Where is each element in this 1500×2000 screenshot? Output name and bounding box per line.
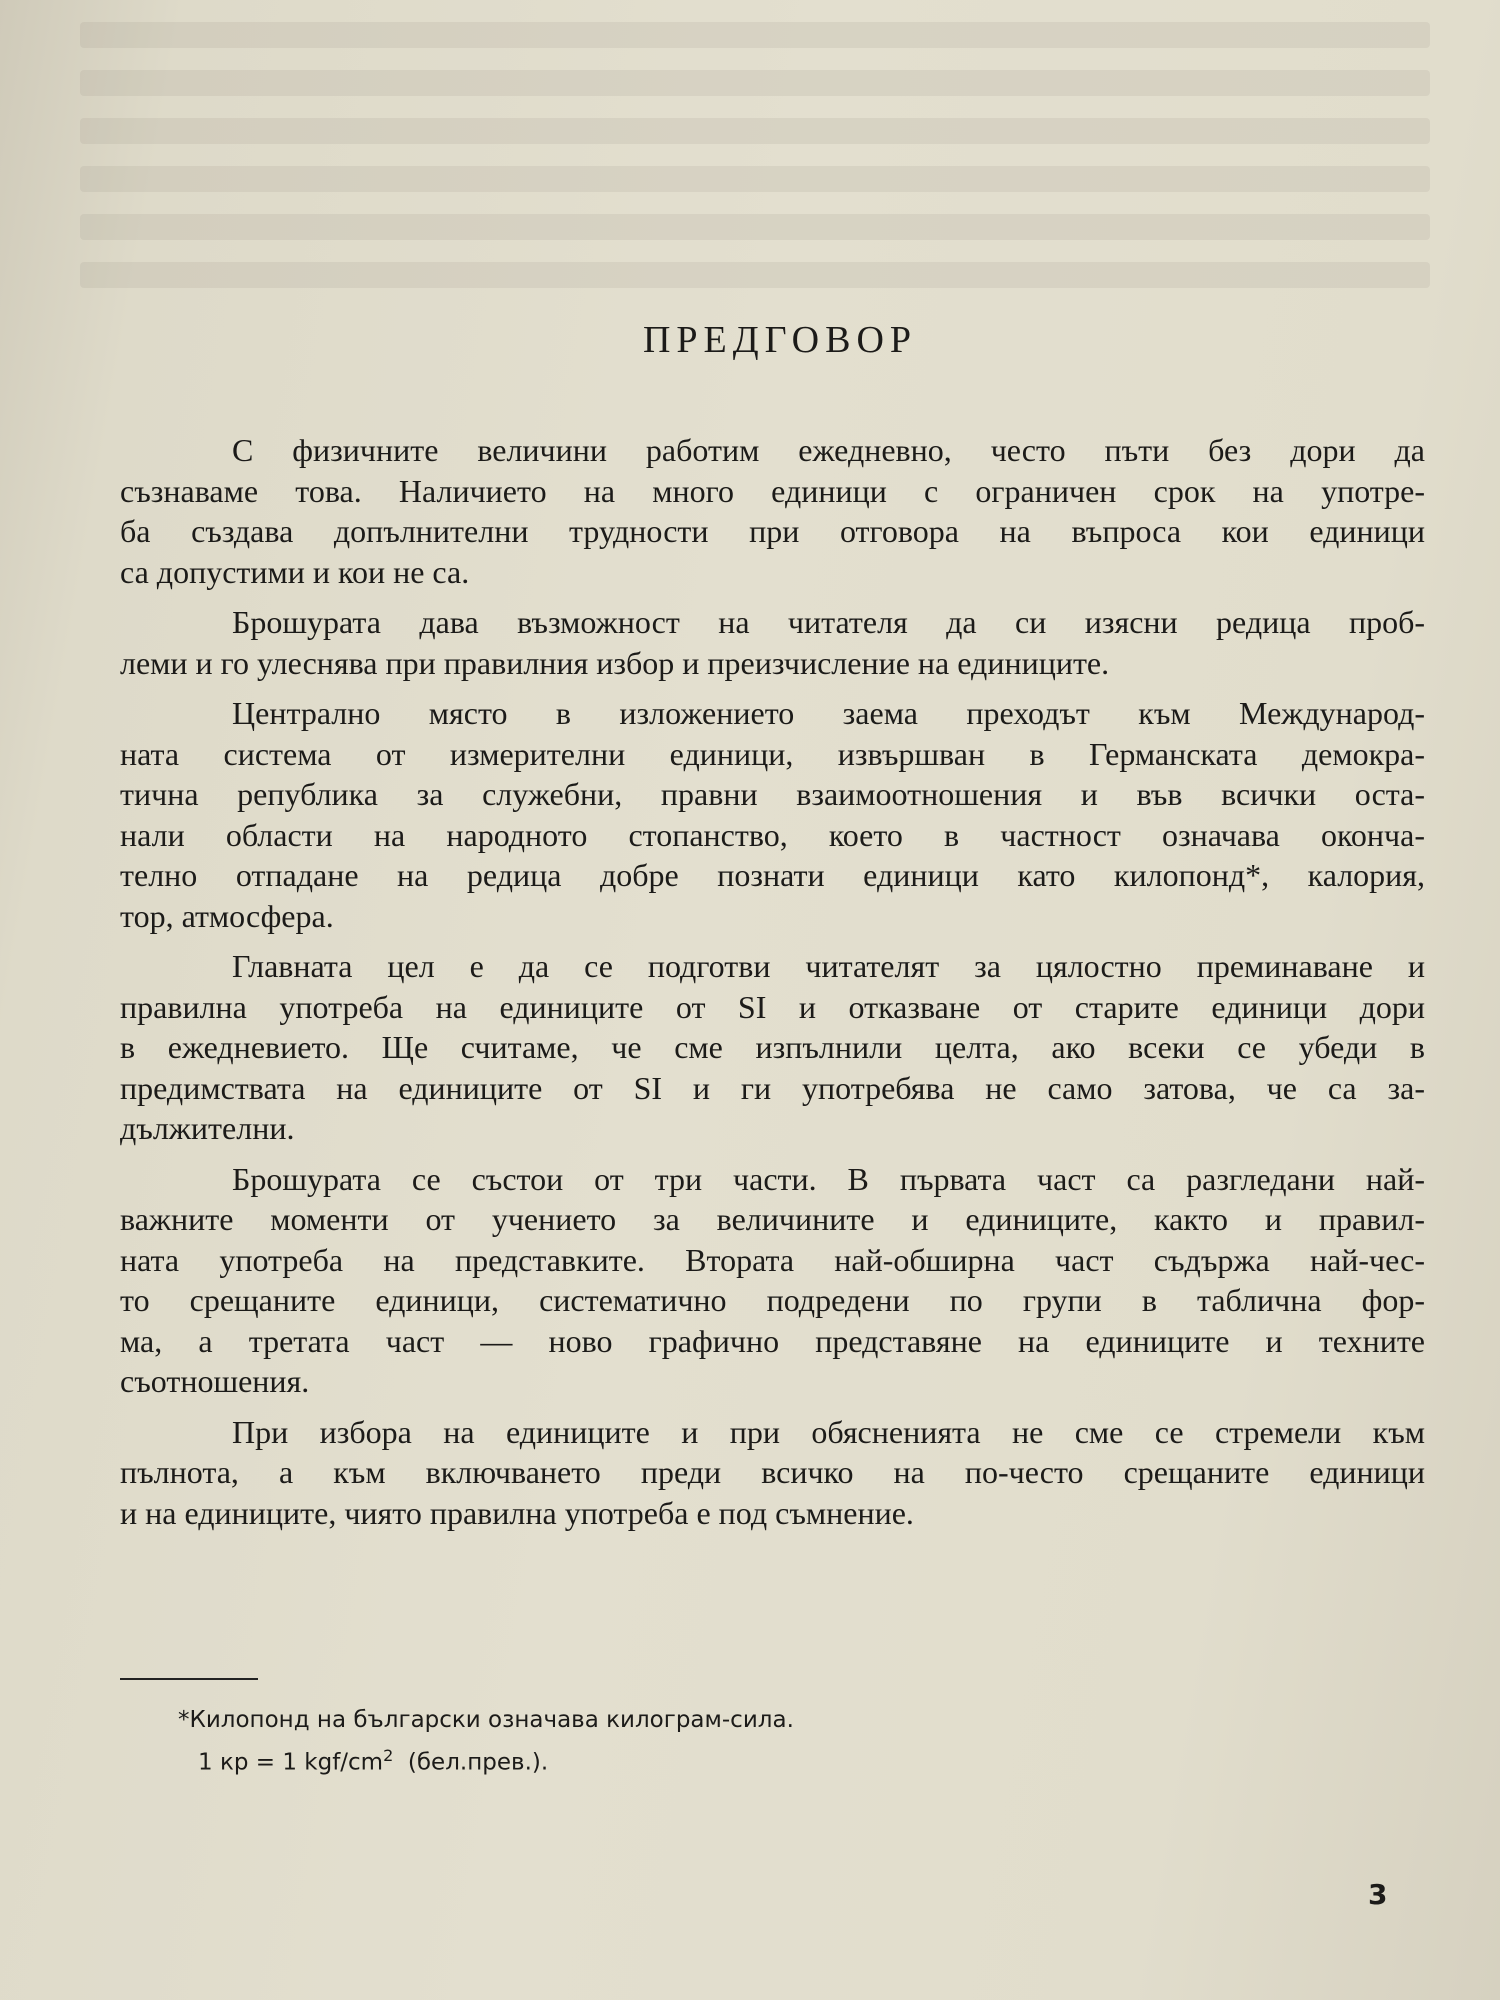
text-line: съотношения.: [120, 1363, 310, 1399]
text-line: телно отпадане на редица добре познати единици като килопонд*, калория,: [120, 857, 1425, 893]
text-line: Брошурата дава възможност на читателя да си изясни редица проб-: [232, 604, 1425, 640]
bleed-through-text: [80, 70, 1430, 96]
paragraph: [120, 602, 1425, 683]
footnote-line: [178, 1702, 794, 1738]
bleed-through-text: [80, 22, 1430, 48]
text-line: съзнаваме това. Наличието на много единици с ограничен срок на употре-: [120, 472, 1425, 509]
bleed-through-text: [80, 118, 1430, 144]
bleed-through-text: [80, 166, 1430, 192]
text-line: С физичните величини работим ежедневно, често пъти без дори да: [232, 432, 1425, 468]
footnote-divider: [120, 1678, 258, 1680]
text-line: Централно място в изложението заема преходът към Международ-: [232, 695, 1425, 731]
text-line: ната употреба на представките. Втората най-обширна част съдържа най-чес-: [120, 1241, 1425, 1278]
text-line: предимствата на единиците от SI и ги употребява не само затова, че са за-: [120, 1069, 1425, 1106]
text-line: пълнота, а към включването преди всичко на по-често срещаните единици: [120, 1454, 1425, 1490]
text-line: Главната цел е да се подготви читателят за цялостно преминаване и: [232, 948, 1425, 984]
bleed-through-text: [80, 262, 1430, 288]
text-line: нали области на народното стопанство, което в частност означава оконча-: [120, 816, 1425, 853]
footnote-text: Килопонд на български означава килограм-сила.: [189, 1707, 794, 1733]
text-line: Брошурата се състои от три части. В първата част са разгледани най-: [232, 1160, 1425, 1197]
paragraph: [120, 693, 1425, 936]
paragraph: [120, 946, 1425, 1149]
paragraph: [120, 430, 1425, 592]
text-line: са допустими и кои не са.: [120, 553, 470, 590]
text-line: в ежедневието. Ще считаме, че сме изпълнили целта, ако всеки се убеди в: [120, 1029, 1425, 1065]
text-line: важните моменти от учението за величините и единиците, както и правил-: [120, 1201, 1425, 1237]
text-line: и на единиците, чиято правилна употреба е под съмнение.: [120, 1494, 914, 1531]
preface-body: [120, 430, 1425, 1543]
footnote-marker: *: [178, 1707, 190, 1733]
text-line: При избора на единиците и при обясненията не сме се стремели към: [232, 1413, 1425, 1450]
page-title: ПРЕДГОВОР: [642, 319, 918, 361]
text-line: леми и го улеснява при правилния избор и преизчисление на единиците.: [120, 644, 1110, 681]
text-line: правилна употреба на единиците от SI и отказване от старите единици дори: [120, 988, 1425, 1025]
footnote-line: [178, 1738, 794, 1781]
paragraph: [120, 1412, 1425, 1534]
page-number: 3: [1368, 1878, 1388, 1911]
text-line: ба създава допълнителни трудности при отговора на въпроса кои единици: [120, 513, 1425, 549]
footnote: [178, 1702, 794, 1781]
footnote-exponent: 2: [383, 1746, 394, 1765]
footnote-formula: 1 кр = 1 kgf/cm: [198, 1749, 384, 1776]
paragraph: [120, 1159, 1425, 1402]
text-line: тична република за служебни, правни взаимоотношения и във всички оста-: [120, 776, 1425, 812]
text-line: тор, атмосфера.: [120, 897, 334, 934]
text-line: то срещаните единици, систематично подредени по групи в таблична фор-: [120, 1282, 1425, 1318]
text-line: ната система от измерителни единици, извършван в Германската демокра-: [120, 735, 1425, 772]
text-line: ма, а третата част — ново графично представяне на единиците и техните: [120, 1322, 1425, 1359]
footnote-note: (бел.прев.).: [393, 1749, 549, 1776]
text-line: дължителни.: [120, 1110, 295, 1146]
bleed-through-text: [80, 214, 1430, 240]
